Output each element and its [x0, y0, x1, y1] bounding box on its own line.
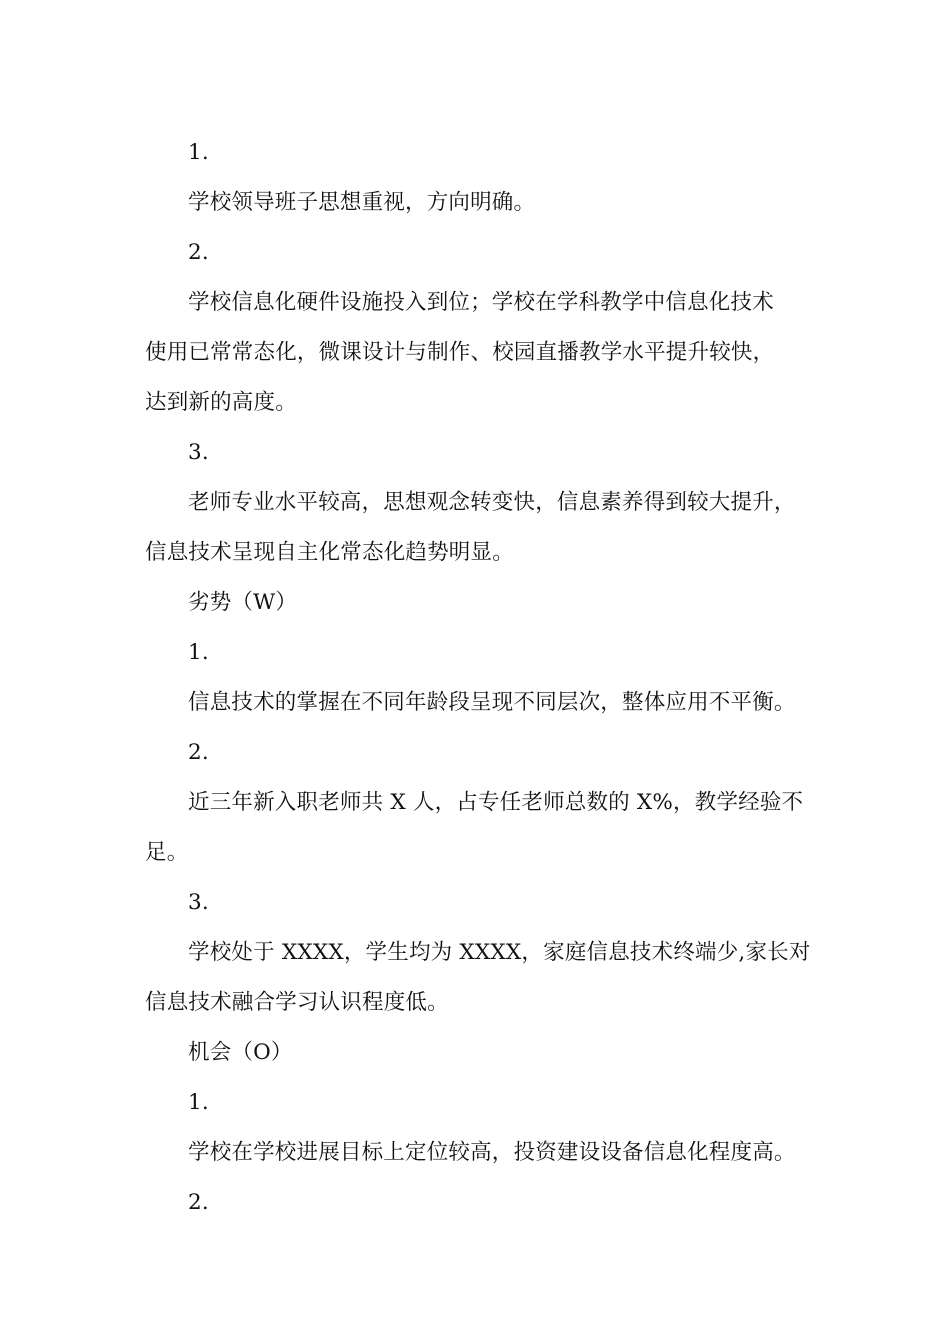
list-number: 3. [188, 890, 209, 915]
paragraph-text: 达到新的高度。 [145, 390, 297, 415]
section-heading: 机会（O） [188, 1040, 293, 1065]
paragraph-text: 学校信息化硬件设施投入到位；学校在学科教学中信息化技术 [188, 290, 774, 315]
list-number: 3. [188, 440, 209, 465]
list-number: 1. [188, 640, 209, 665]
paragraph-text: 老师专业水平较高，思想观念转变快，信息素养得到较大提升， [188, 490, 796, 515]
section-heading: 劣势（W） [188, 590, 298, 615]
paragraph-text: 使用已常常态化，微课设计与制作、校园直播教学水平提升较快， [145, 340, 775, 365]
list-number: 1. [188, 1090, 209, 1115]
paragraph-text: 学校处于 XXXX，学生均为 XXXX，家庭信息技术终端少,家长对 [188, 940, 811, 965]
list-number: 2. [188, 740, 209, 765]
list-number: 1. [188, 140, 209, 165]
paragraph-text: 信息技术的掌握在不同年龄段呈现不同层次，整体应用不平衡。 [188, 690, 796, 715]
paragraph-text: 信息技术呈现自主化常态化趋势明显。 [145, 540, 514, 565]
paragraph-text: 足。 [145, 840, 189, 865]
paragraph-text: 信息技术融合学习认识程度低。 [145, 990, 449, 1015]
paragraph-text: 学校在学校进展目标上定位较高，投资建设设备信息化程度高。 [188, 1140, 796, 1165]
paragraph-text: 学校领导班子思想重视，方向明确。 [188, 190, 536, 215]
list-number: 2. [188, 1190, 209, 1215]
paragraph-text: 近三年新入职老师共 X 人，占专任老师总数的 X%，教学经验不 [188, 790, 804, 815]
list-number: 2. [188, 240, 209, 265]
